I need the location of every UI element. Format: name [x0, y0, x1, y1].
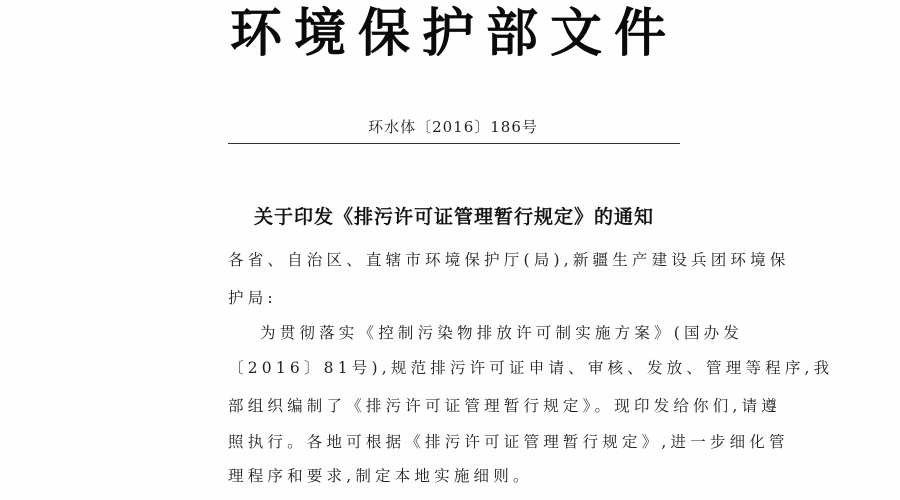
paragraph-line: 〔2016〕81号),规范排污许可证申请、审核、发放、管理等程序,我	[228, 359, 834, 377]
notice-title: 关于印发《排污许可证管理暂行规定》的通知	[253, 206, 654, 228]
paragraph-line: 理程序和要求,制定本地实施细则。	[228, 467, 533, 485]
paragraph-line: 为贯彻落实《控制污染物排放许可制实施方案》(国办发	[260, 324, 744, 342]
document-header-title: 环境保护部文件	[230, 4, 679, 64]
header-divider	[228, 143, 680, 144]
document-number: 环水体〔2016〕186号	[368, 118, 538, 136]
paragraph-line: 部组织编制了《排污许可证管理暂行规定》。现印发给你们,请遵	[228, 397, 781, 415]
salutation-line: 各省、自治区、直辖市环境保护厅(局),新疆生产建设兵团环境保	[228, 251, 790, 269]
salutation-line: 护局:	[228, 289, 277, 307]
paragraph-line: 照执行。各地可根据《排污许可证管理暂行规定》,进一步细化管	[228, 433, 789, 451]
